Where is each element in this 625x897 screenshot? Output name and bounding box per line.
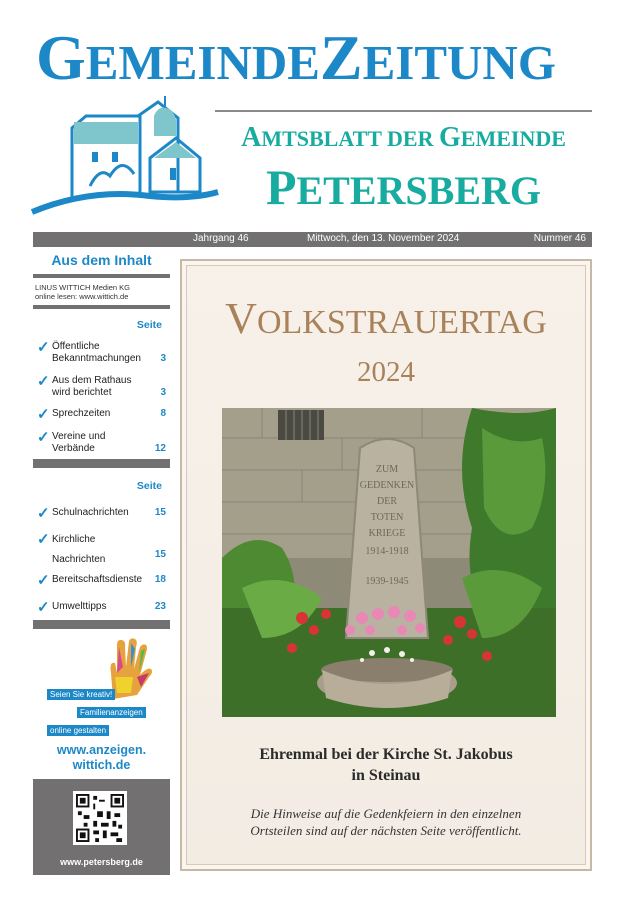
seite-label: Seite (136, 319, 162, 331)
town-initial: P (265, 159, 297, 215)
checkmark-icon: ✓ (37, 406, 50, 423)
town-rest: ETERSBERG (296, 168, 542, 213)
cover-year: 2024 (357, 356, 415, 388)
cover-note (182, 805, 590, 839)
town-name (215, 158, 592, 216)
toc-label: Öffentliche Bekanntmachungen (52, 341, 141, 364)
checkmark-icon: ✓ (37, 429, 50, 446)
stone-text: KRIEGE (368, 528, 406, 539)
cover-title-rest: OLKSTRAUERTAG (256, 304, 547, 341)
sidebar-divider (33, 459, 170, 468)
subtitle-initial-g: G (439, 122, 461, 153)
checkmark-icon: ✓ (37, 505, 50, 522)
qr-code-icon[interactable] (73, 791, 127, 845)
checkmark-icon: ✓ (37, 599, 50, 616)
checkmark-icon: ✓ (37, 339, 50, 356)
stone-text: ZUM (375, 464, 399, 475)
title-rest-2: EITUNG (362, 35, 556, 90)
toc-page: 3 (160, 387, 166, 398)
toc-label: Bereitschaftsdienste (52, 574, 143, 585)
website-url[interactable]: www.petersberg.de (60, 857, 143, 867)
toc-item[interactable] (37, 375, 166, 405)
caption-line: in Steinau (351, 767, 421, 784)
toc-label: Vereine und Verbände (52, 431, 106, 454)
cover-title (182, 293, 590, 344)
ad-url-line1[interactable]: www.anzeigen. (56, 743, 147, 757)
jahrgang: Jahrgang 46 (193, 233, 249, 244)
stone-text: DER (377, 496, 397, 507)
stone-text: TOTEN (370, 512, 404, 523)
note-line: Ortsteilen sind auf der nächsten Seite veröffentlicht. (250, 823, 522, 838)
ad-tag-online: online gestalten (47, 725, 109, 736)
title-initial-g: G (36, 22, 86, 93)
qr-footer (33, 779, 170, 875)
toc-page: 15 (154, 507, 166, 518)
contents-heading: Aus dem Inhalt (51, 252, 152, 268)
masthead-subtitle (215, 122, 592, 154)
cover-title-initial: V (225, 294, 257, 343)
subtitle-rest-1: MTSBLATT DER (261, 126, 439, 151)
castle-logo-icon (30, 96, 220, 222)
cover-panel (180, 259, 592, 871)
issue-info-bar (33, 232, 592, 247)
photo-caption (182, 744, 590, 786)
newspaper-title (36, 22, 596, 96)
stone-text: 1939-1945 (365, 576, 409, 587)
ad-tag-family: Familienanzeigen (77, 707, 146, 718)
toc-page: 15 (154, 549, 166, 560)
toc-label: Umwelttipps (52, 601, 107, 612)
sidebar-divider (33, 274, 170, 278)
checkmark-icon: ✓ (37, 531, 50, 548)
toc-item[interactable] (37, 574, 166, 604)
subtitle-rest-2: EMEINDE (460, 126, 566, 151)
toc-label: Schulnachrichten (52, 507, 129, 518)
toc-page: 18 (154, 574, 166, 585)
publisher-name: LINUS WITTICH Medien KG (35, 283, 131, 292)
toc-label: Aus dem Rathaus wird berichtet (52, 375, 132, 398)
toc-page: 8 (160, 408, 166, 419)
caption-line: Ehrenmal bei der Kirche St. Jakobus (259, 746, 513, 763)
title-initial-z: Z (319, 22, 363, 93)
toc-page: 12 (154, 443, 166, 454)
note-line: Die Hinweise auf die Gedenkfeiern in den einzelnen (250, 806, 522, 821)
sidebar-divider (33, 620, 170, 629)
ad-url-line2[interactable]: wittich.de (72, 758, 131, 772)
checkmark-icon: ✓ (37, 572, 50, 589)
sidebar-divider (33, 305, 170, 309)
seite-label: Seite (136, 480, 162, 492)
ad-tag-creative: Seien Sie kreativ! (47, 689, 115, 700)
memorial-photo (222, 408, 556, 717)
toc-item[interactable] (37, 431, 166, 461)
toc-item[interactable] (37, 341, 166, 371)
publisher-info (35, 283, 170, 301)
checkmark-icon: ✓ (37, 373, 50, 390)
toc-label: Sprechzeiten (52, 408, 111, 419)
publisher-online[interactable]: online lesen: www.wittich.de (35, 292, 129, 301)
toc-page: 3 (160, 353, 166, 364)
title-rest-1: EMEINDE (85, 35, 320, 90)
issue-number: Nummer 46 (533, 233, 586, 244)
stone-text: GEDENKEN (359, 480, 415, 491)
toc-label: Kirchliche Nachrichten (52, 534, 106, 565)
masthead-divider (215, 110, 592, 112)
ad-box[interactable] (33, 629, 170, 779)
toc-item[interactable] (37, 533, 166, 563)
subtitle-initial-a: A (241, 122, 262, 153)
toc-page: 23 (154, 601, 166, 612)
stone-text: 1914-1918 (365, 546, 409, 557)
issue-date: Mittwoch, den 13. November 2024 (307, 233, 460, 244)
